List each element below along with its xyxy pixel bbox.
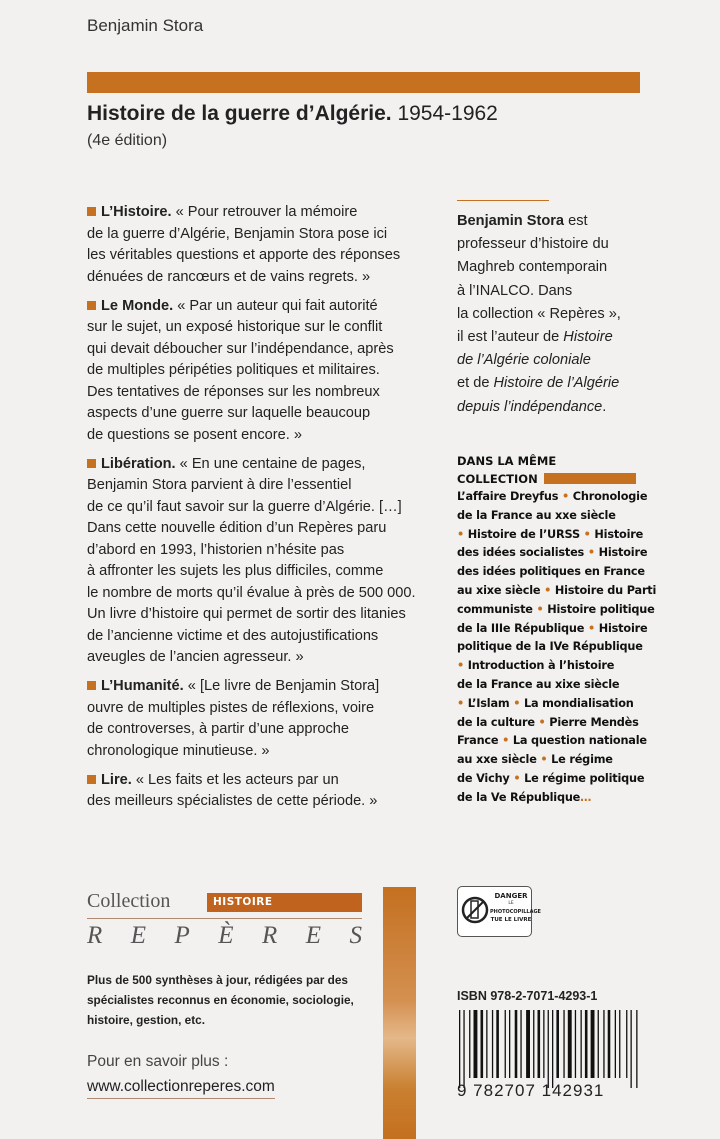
barcode-bar <box>591 1010 595 1078</box>
quote-line <box>87 454 447 476</box>
barcode-bar <box>581 1010 582 1078</box>
text-segment: L’affaire Dreyfus <box>457 490 562 503</box>
bio-line <box>457 372 621 395</box>
quote-line <box>87 245 447 267</box>
collection-title-line <box>457 657 656 676</box>
barcode-bar <box>603 1010 604 1078</box>
barcode-bar <box>526 1010 530 1078</box>
quote-line <box>87 202 447 224</box>
text-segment: Chronologie <box>569 490 648 503</box>
text-segment: de la Ve République <box>457 790 581 804</box>
description-line: histoire, gestion, etc. <box>87 1013 205 1027</box>
barcode-bar <box>608 1010 611 1078</box>
text-segment: des idées socialistes <box>457 546 588 560</box>
quote-text: « En une centaine de pages, <box>179 455 366 472</box>
barcode-bar <box>563 1010 564 1078</box>
barcode-bar <box>538 1010 541 1078</box>
collection-title-line <box>457 714 656 733</box>
barcode-bar <box>496 1010 499 1078</box>
quote-text: de la guerre d’Algérie, Benjamin Stora pose ici <box>87 225 388 242</box>
text-segment: Histoire <box>563 329 613 346</box>
url-wrap <box>87 1074 275 1099</box>
separator-dot: • <box>538 715 546 729</box>
separator-dot: • <box>583 527 591 541</box>
barcode-bar <box>469 1010 470 1078</box>
quote-text: les véritables questions et apporte des réponses <box>87 247 401 263</box>
collection-title-line <box>457 563 656 582</box>
collection-title-line <box>457 620 656 639</box>
barcode-bar <box>626 1010 627 1078</box>
quote-line <box>87 296 447 318</box>
quote-line <box>87 647 447 669</box>
quote-text: dénuées de rancœurs et de vains regrets. » <box>87 268 371 285</box>
same-collection-heading <box>457 452 636 488</box>
text-segment: Histoire <box>595 621 648 635</box>
quote-text: qui devait déboucher sur l’indépendance, après <box>87 340 394 357</box>
text-segment: depuis l’indépendance <box>457 398 603 415</box>
separator-dot: • <box>540 753 548 767</box>
quote-line <box>87 540 447 562</box>
more-info <box>87 1049 275 1099</box>
separator-dot: … <box>580 790 592 804</box>
book-title <box>87 102 498 126</box>
collection-rule <box>87 918 362 919</box>
barcode-bar <box>552 1010 553 1088</box>
collection-title-line <box>457 488 656 507</box>
bio-line <box>457 233 621 256</box>
bio-line <box>457 349 621 372</box>
barcode-bar <box>509 1010 510 1078</box>
quote-source: L’Histoire. <box>101 204 172 220</box>
quote-text: de controverses, à partir d’une approche <box>87 721 350 737</box>
press-quote <box>87 202 447 288</box>
bio-line <box>457 210 621 233</box>
barcode-bar <box>486 1010 487 1078</box>
quote-text: à affronter les sujets les plus difficiles, comme <box>87 563 384 579</box>
more-info-label: Pour en savoir plus : <box>87 1053 229 1070</box>
logo-letter: R <box>87 922 103 949</box>
text-segment: Histoire <box>590 527 644 541</box>
text-segment: France <box>457 734 503 748</box>
text-segment: Histoire politique <box>543 602 655 616</box>
text-segment: communiste <box>457 602 537 616</box>
text-segment: La mondialisation <box>520 696 634 710</box>
quote-text: Des tentatives de réponses sur les nombreux <box>87 383 380 400</box>
heading-line-1: DANS LA MÊME <box>457 454 557 468</box>
title-main: Histoire de la guerre d’Algérie. <box>87 102 392 125</box>
text-segment: La question nationale <box>509 734 647 748</box>
quote-text: Dans cette nouvelle édition d’un Repères paru <box>87 520 387 536</box>
bio-rule <box>457 200 549 201</box>
quote-line <box>87 475 447 497</box>
text-segment: de la culture <box>457 715 539 729</box>
text-segment: Maghreb contemporain <box>457 259 608 276</box>
bullet-square-icon <box>87 459 96 468</box>
barcode-bar <box>492 1010 493 1078</box>
separator-dot: • <box>457 696 465 710</box>
quote-text: « Les faits et les acteurs par un <box>135 771 339 788</box>
separator-dot: • <box>544 583 552 597</box>
bio-line <box>457 280 621 303</box>
press-quote <box>87 454 447 669</box>
collection-title-line <box>457 770 656 789</box>
collection-title-line <box>457 526 656 545</box>
quote-text: de multiples péripéties politiques et militaires. <box>87 362 380 378</box>
edition-label: (4e édition) <box>87 132 168 149</box>
text-segment: Pierre Mendès <box>545 715 639 729</box>
press-quote <box>87 676 447 762</box>
quote-line <box>87 626 447 648</box>
heading-color-bar <box>544 473 636 484</box>
separator-dot: • <box>536 602 544 616</box>
text-segment: de Vichy <box>457 771 514 785</box>
quote-line <box>87 791 447 813</box>
quote-line <box>87 425 447 447</box>
quote-text: « [Le livre de Benjamin Stora] <box>187 678 380 694</box>
barcode-bar <box>631 1010 632 1088</box>
separator-dot: • <box>587 546 595 560</box>
quote-line <box>87 698 447 720</box>
author-bio <box>457 210 621 419</box>
collection-name-logo <box>87 922 362 950</box>
quote-line <box>87 317 447 339</box>
danger-title: DANGER <box>494 892 528 900</box>
quote-line <box>87 583 447 605</box>
danger-small: LE <box>508 901 514 906</box>
collection-title-line <box>457 789 656 808</box>
quote-line <box>87 676 447 698</box>
logo-letter: E <box>305 922 322 949</box>
text-segment: à l’INALCO. Dans <box>457 282 573 299</box>
quote-line <box>87 518 447 540</box>
barcode <box>459 1010 641 1088</box>
heading-line-2-wrap <box>457 470 636 488</box>
text-segment: L’Islam <box>464 696 514 710</box>
collection-description <box>87 970 354 1030</box>
separator-dot: • <box>457 659 465 673</box>
text-segment: il est l’auteur de <box>457 329 564 346</box>
collection-title-line <box>457 732 656 751</box>
quote-text: Un livre d’histoire qui permet de sortir des litanies <box>87 606 406 622</box>
quote-text: Benjamin Stora parvient à dire l’essentiel <box>87 477 352 493</box>
text-segment: . <box>602 398 607 415</box>
barcode-number: 9 782707 142931 <box>457 1081 605 1100</box>
text-segment: Histoire de l’Algérie <box>493 375 620 392</box>
logo-letter: S <box>349 922 362 949</box>
bullet-square-icon <box>87 301 96 310</box>
title-years: 1954-1962 <box>397 102 498 125</box>
quote-text: d’abord en 1993, l’historien n’hésite pas <box>87 541 345 558</box>
quote-line <box>87 604 447 626</box>
quote-text: chronologique minutieuse. » <box>87 742 270 759</box>
text-segment: de la IIIe République <box>457 621 588 635</box>
bio-line <box>457 256 621 279</box>
quote-source: Lire. <box>101 771 132 788</box>
barcode-bar <box>520 1010 521 1078</box>
bullet-square-icon <box>87 681 96 690</box>
author-name: Benjamin Stora <box>87 16 204 35</box>
quote-line <box>87 561 447 583</box>
collection-title-line <box>457 638 656 657</box>
text-segment: et de <box>457 375 494 392</box>
barcode-bar <box>459 1010 460 1088</box>
header-color-bar <box>87 72 640 93</box>
quote-line <box>87 497 447 519</box>
barcode-bar <box>481 1010 484 1078</box>
text-segment: de l’Algérie coloniale <box>457 352 591 369</box>
barcode-bar <box>556 1010 559 1078</box>
collection-title-line <box>457 695 656 714</box>
text-segment: politique de la IVe République <box>457 640 643 654</box>
barcode-bar <box>636 1010 637 1088</box>
collection-title-line <box>457 544 656 563</box>
collection-badge: HISTOIRE <box>207 893 362 912</box>
barcode-bar <box>619 1010 620 1078</box>
text-segment: est <box>564 213 588 229</box>
quote-source: Le Monde. <box>101 297 174 314</box>
press-quotes <box>87 202 447 820</box>
quote-text: « Par un auteur qui fait autorité <box>177 297 378 314</box>
quote-line <box>87 267 447 289</box>
collection-title-line <box>457 601 656 620</box>
text-segment: Le régime politique <box>520 771 645 785</box>
quote-text: des meilleurs spécialistes de cette période. » <box>87 793 378 809</box>
vertical-color-bar <box>383 887 416 1139</box>
separator-dot: • <box>457 527 465 541</box>
barcode-bar <box>543 1010 544 1078</box>
quote-source: L’Humanité. <box>101 678 184 694</box>
barcode-bar <box>505 1010 506 1078</box>
barcode-bar <box>515 1010 518 1078</box>
collection-title-line <box>457 582 656 601</box>
quote-line <box>87 360 447 382</box>
quote-text: ouvre de multiples pistes de réflexions, voire <box>87 699 375 716</box>
heading-line-2: COLLECTION <box>457 472 538 486</box>
text-segment: la collection « Repères », <box>457 305 621 322</box>
text-segment: des idées politiques en France <box>457 565 645 579</box>
separator-dot: • <box>587 621 595 635</box>
quote-source: Libération. <box>101 455 176 472</box>
same-collection-list <box>457 488 656 808</box>
bullet-square-icon <box>87 207 96 216</box>
barcode-bar <box>474 1010 478 1078</box>
quote-line <box>87 719 447 741</box>
quote-line <box>87 741 447 763</box>
bio-line <box>457 396 621 419</box>
text-segment: Histoire du Parti <box>551 583 657 597</box>
quote-text: aveugles de l’ancien agresseur. » <box>87 649 304 665</box>
barcode-bar <box>585 1010 588 1078</box>
logo-letter: P <box>174 922 190 949</box>
quote-line <box>87 224 447 246</box>
text-segment: Benjamin Stora <box>457 213 565 229</box>
logo-letter: E <box>130 922 147 949</box>
quote-line <box>87 382 447 404</box>
no-photocopy-icon <box>461 895 489 925</box>
quote-text: « Pour retrouver la mémoire <box>175 204 358 220</box>
text-segment: professeur d’histoire du <box>457 236 609 253</box>
danger-line1: PHOTOCOPILLAGE <box>490 909 541 915</box>
logo-letter: È <box>218 922 234 949</box>
quote-line <box>87 403 447 425</box>
text-segment: Le régime <box>547 753 613 767</box>
barcode-bar <box>615 1010 616 1078</box>
logo-letter: R <box>262 922 278 949</box>
text-segment: Histoire de l’URSS <box>464 527 584 541</box>
photocopy-warning-logo <box>457 886 541 937</box>
bio-line <box>457 303 621 326</box>
press-quote <box>87 296 447 447</box>
text-segment: de la France au xixe siècle <box>457 677 620 691</box>
separator-dot: • <box>513 696 521 710</box>
bullet-square-icon <box>87 775 96 784</box>
text-segment: au xxe siècle <box>457 753 541 767</box>
danger-text <box>490 892 541 924</box>
quote-text: sur le sujet, un exposé historique sur le conflit <box>87 319 383 335</box>
description-line: Plus de 500 synthèses à jour, rédigées par des <box>87 973 348 987</box>
collection-label: Collection <box>87 890 171 912</box>
collection-title-line <box>457 751 656 770</box>
quote-line <box>87 770 447 792</box>
text-segment: Introduction à l’histoire <box>464 659 615 673</box>
danger-line2: TUE LE LIVRE <box>490 917 532 923</box>
quote-text: de l’ancienne victime et des autojustifications <box>87 627 379 644</box>
barcode-bar <box>575 1010 576 1078</box>
separator-dot: • <box>502 734 510 748</box>
text-segment: au xixe siècle <box>457 583 545 597</box>
separator-dot: • <box>513 771 521 785</box>
quote-text: de ce qu’il faut savoir sur la guerre d’Algérie. […] <box>87 498 402 515</box>
quote-text: le nombre de morts qu’il évalue à près de 500 000. <box>87 584 416 601</box>
quote-line <box>87 339 447 361</box>
press-quote <box>87 770 447 813</box>
separator-dot: • <box>562 490 570 503</box>
barcode-bar <box>463 1010 464 1088</box>
quote-text: aspects d’une guerre sur laquelle beaucoup <box>87 405 371 421</box>
text-segment: de la France au xxe siècle <box>457 508 616 522</box>
collection-url[interactable]: www.collectionreperes.com <box>87 1078 275 1099</box>
collection-title-line <box>457 507 656 526</box>
barcode-bar <box>533 1010 534 1078</box>
description-line: spécialistes reconnus en économie, sociologie, <box>87 993 354 1007</box>
collection-title-line <box>457 676 656 695</box>
barcode-bar <box>548 1010 549 1088</box>
bio-line <box>457 326 621 349</box>
isbn: ISBN 978-2-7071-4293-1 <box>457 989 598 1003</box>
barcode-bar <box>568 1010 572 1078</box>
text-segment: Histoire <box>594 546 648 560</box>
quote-text: de questions se posent encore. » <box>87 426 303 443</box>
barcode-bar <box>598 1010 599 1078</box>
